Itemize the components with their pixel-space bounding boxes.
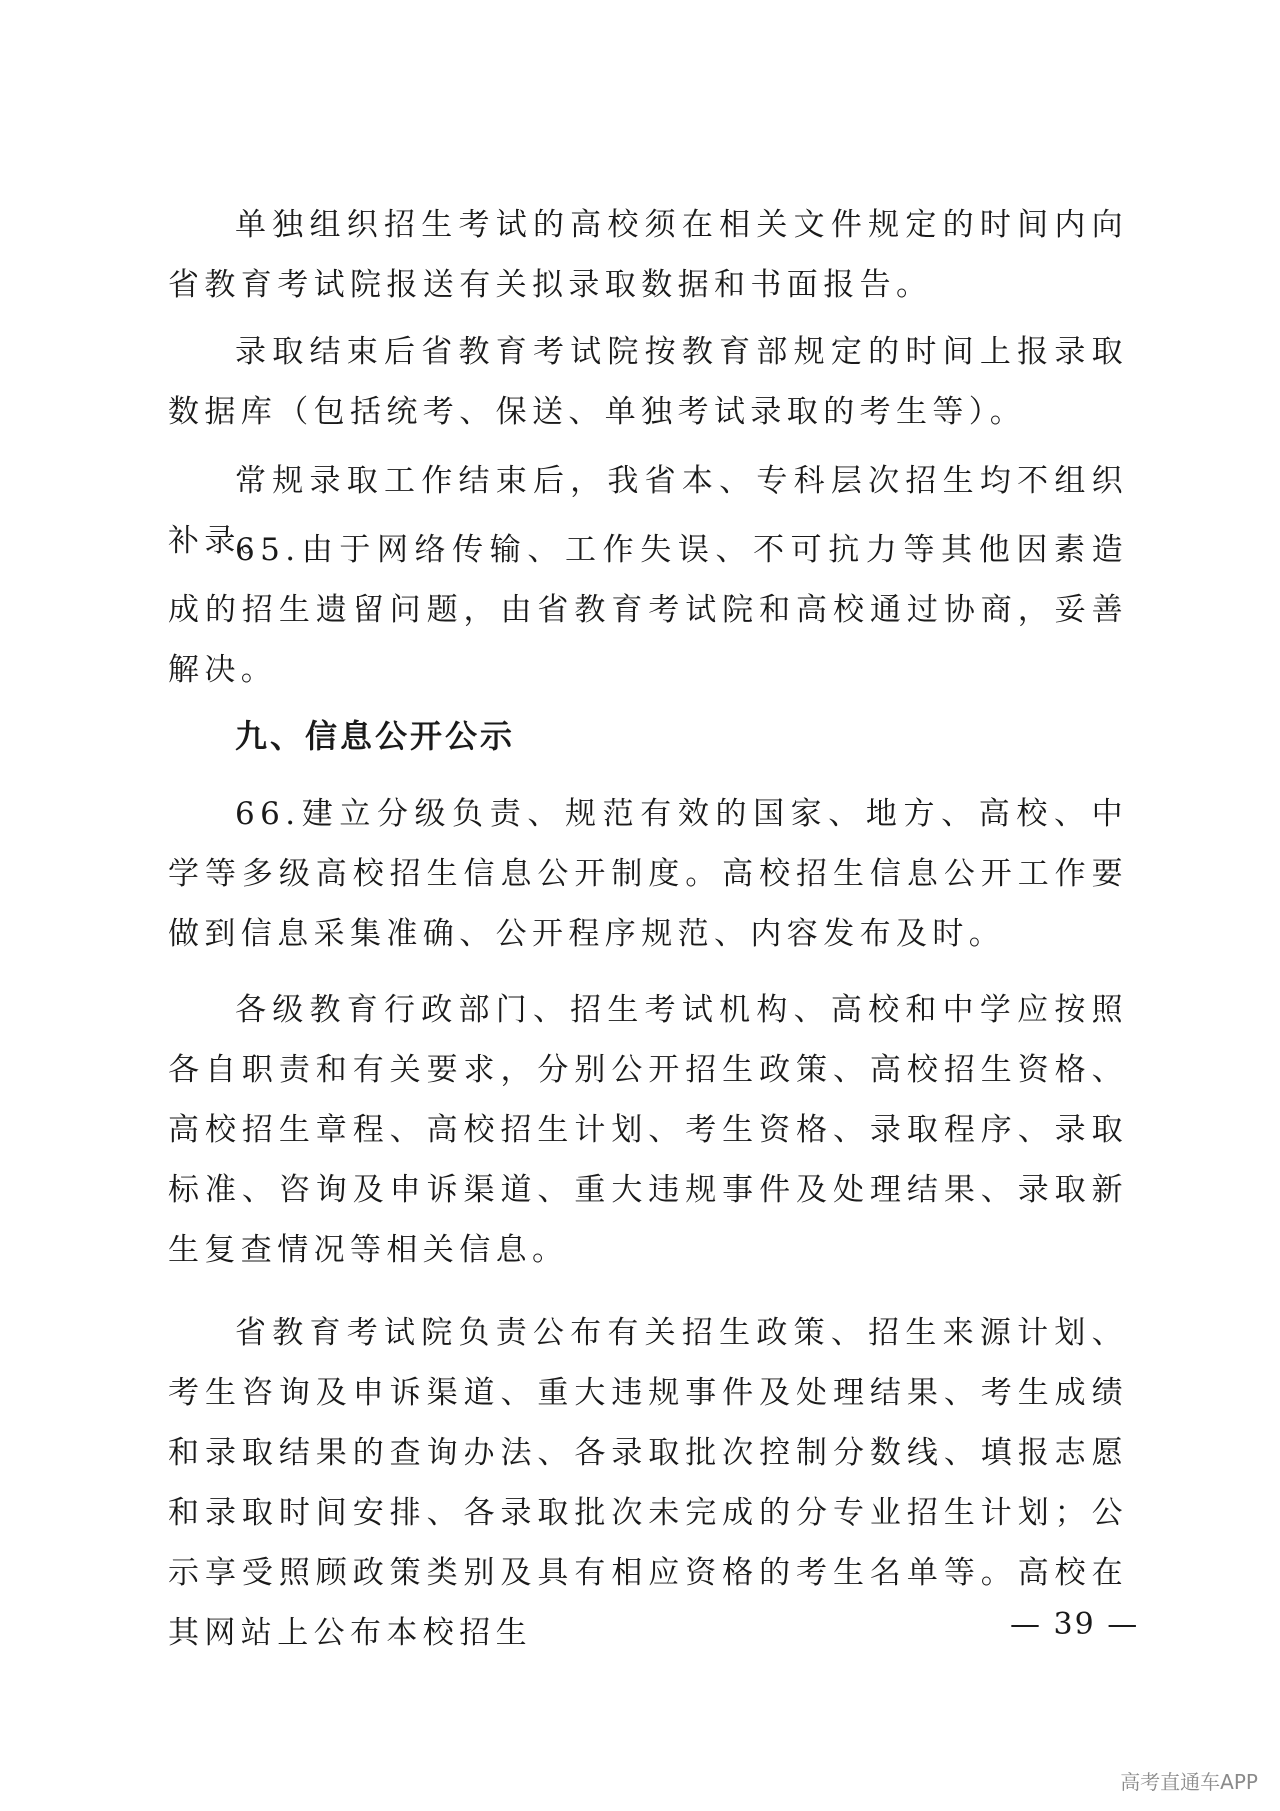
paragraph-6: 各级教育行政部门、招生考试机构、高校和中学应按照各自职责和有关要求，分别公开招生政策、高校招生资格、高校招生章程、高校招生计划、考生资格、录取程序、录取标准、咨询及申诉渠道、重大违规事件及处理结果、录取新生复查情况等相关信息。 <box>168 992 1128 1268</box>
watermark-text: 高考直通车APP <box>1120 1770 1258 1794</box>
paragraph-7: 省教育考试院负责公布有关招生政策、招生来源计划、考生咨询及申诉渠道、重大违规事件及处理结果、考生成绩和录取结果的查询办法、各录取批次控制分数线、填报志愿和录取时间安排、各录取批次未完成的分专业招生计划；公示享受照顾政策类别及具有相应资格的考生名单等。高校在其网站上公布本校招生 <box>168 1315 1128 1651</box>
paragraph-4: 65.由于网络传输、工作失误、不可抗力等其他因素造成的招生遗留问题，由省教育考试院和高校通过协商，妥善解决。 <box>168 532 1128 688</box>
paragraph-2: 录取结束后省教育考试院按教育部规定的时间上报录取数据库（包括统考、保送、单独考试录取的考生等）。 <box>168 334 1128 430</box>
paragraph-3: 常规录取工作结束后，我省本、专科层次招生均不组织补录。 <box>168 463 1128 559</box>
paragraph-1: 单独组织招生考试的高校须在相关文件规定的时间内向省教育考试院报送有关拟录取数据和书面报告。 <box>168 207 1128 303</box>
paragraph-5: 66.建立分级负责、规范有效的国家、地方、高校、中学等多级高校招生信息公开制度。高校招生信息公开工作要做到信息采集准确、公开程序规范、内容发布及时。 <box>168 796 1128 952</box>
section-heading: 九、信息公开公示 <box>235 717 516 755</box>
page-number: — 39 — <box>1010 1607 1140 1642</box>
